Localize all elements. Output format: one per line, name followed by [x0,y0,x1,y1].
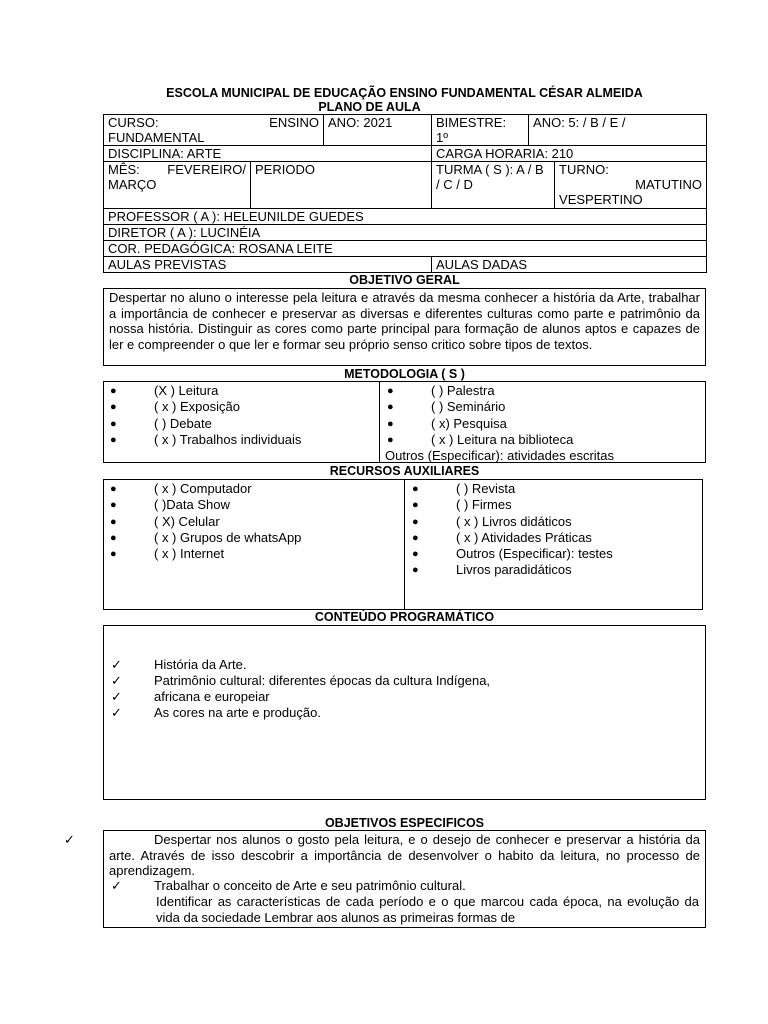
list-item [104,673,694,689]
list-item [381,399,701,415]
metodologia-left-item: (X ) Leitura [154,383,219,398]
info-table [103,114,707,273]
objetivo-geral-box [103,288,706,366]
curso-value-2: FUNDAMENTAL [108,130,205,145]
curso-value: ENSINO [269,115,320,130]
metodologia-right-item: ( x) Pesquisa [431,415,507,431]
bullet-icon: ● [110,531,117,544]
list-item [104,705,694,721]
list-item [104,497,399,513]
bullet-icon: ● [412,531,419,544]
disciplina-value: DISCIPLINA: ARTE [108,146,222,161]
recursos-left-item: ( x ) Computador [154,481,252,496]
especificos-text-1: Despertar nos alunos o gosto pela leitura, e o desejo de conhecer e preservar a história da arte. Através de isso descobrir a importância de desenvolver o habito da leitura, no processo de aprendizagem. [109,832,700,878]
list-item [406,546,701,562]
bimestre-cell [432,115,529,146]
checkmark-icon: ✓ [111,705,122,720]
mes-label: MÊS: [108,162,140,177]
document-title: PLANO DE AULA [318,100,421,114]
objetivo-geral-text: Despertar no aluno o interesse pela leitura e através da mesma conhecer a história da Arte, trabalhar a importância de conhecer e preservar as diversas e diferentes culturas como parte e patrimônio da nossa história. Distinguir as cores como parte principal para formação de alunos aptos e capazes de ler e compreender o que ler e formar seu próprio senso critico sobre tipos de textos. [109,290,700,352]
metodologia-left-item: ( ) Debate [154,415,212,431]
professor-cell [104,209,707,225]
turno-value-1: MATUTINO [635,177,703,192]
bullet-icon: ● [110,483,117,495]
list-item [104,530,399,546]
recursos-left-item: ( x ) Internet [154,546,225,562]
list-item [104,383,374,399]
conteudo-title: CONTEÚDO PROGRAMÁTICO [314,610,495,624]
conteudo-item: africana e europeiar [154,689,270,704]
list-item [406,530,701,546]
bullet-icon: ● [110,433,117,446]
conteudo-box [103,625,706,800]
ano-turma-cell [529,115,707,146]
recursos-title: RECURSOS AUXILIARES [329,464,480,478]
checkmark-icon: ✓ [111,689,122,704]
list-item [104,432,374,448]
bimestre-label: BIMESTRE: [436,115,507,130]
list-item [104,416,374,432]
professor-value: PROFESSOR ( A ): HELEUNILDE GUEDES [108,209,364,224]
list-item [381,432,701,448]
bullet-icon: ● [110,499,117,512]
especificos-paragraph-1 [64,832,700,879]
metodologia-box [103,381,706,463]
recursos-box [103,479,703,610]
bullet-icon: ● [412,564,419,577]
checkmark-icon: ✓ [64,832,75,847]
list-item [381,383,701,399]
recursos-right-list [406,481,701,579]
recursos-left-list [104,481,399,562]
diretor-value: DIRETOR ( A ): LUCINÉIA [108,225,261,240]
recursos-divider [404,480,405,609]
especificos-text-2: Trabalhar o conceito de Arte e seu patrimônio cultural. [154,878,466,893]
bullet-icon: ● [110,515,117,528]
list-item [104,514,399,530]
bullet-icon: ● [387,417,394,430]
list-item [104,546,399,562]
bullet-icon: ● [387,401,394,414]
metodologia-left-item: ( x ) Trabalhos individuais [154,431,302,447]
checkmark-icon: ✓ [111,657,122,672]
list-item [406,514,701,530]
recursos-left-item: ( x ) Grupos de whatsApp [154,529,302,545]
bullet-icon: ● [412,499,419,512]
metodologia-right-item: ( ) Seminário [431,399,506,415]
metodologia-outros: Outros (Especificar): atividades escritas [385,448,615,463]
list-item [104,481,399,497]
bullet-icon: ● [387,433,394,446]
list-item [381,416,701,432]
recursos-left-item: ( X) Celular [154,513,220,529]
bullet-icon: ● [387,385,394,397]
bimestre-value: 1º [436,130,448,145]
list-item [104,657,694,673]
bullet-icon: ● [412,483,419,495]
turno-cell [555,162,707,209]
bullet-icon: ● [110,401,117,414]
recursos-right-item: ( x ) Livros didáticos [456,513,572,529]
mes-value: FEVEREIRO/ [167,162,246,177]
metodologia-right-list [381,383,701,448]
metodologia-divider [379,382,380,462]
metodologia-left-item: ( x ) Exposição [154,399,240,415]
turno-value-2: VESPERTINO [559,192,643,207]
metodologia-right-item: ( x ) Leitura na biblioteca [431,431,574,447]
coordenadora-value: COR. PEDAGÓGICA: ROSANA LEITE [108,241,333,256]
list-item [406,481,701,497]
carga-value: CARGA HORARIA: 210 [436,146,574,161]
bullet-icon: ● [110,417,117,430]
turma-value: TURMA ( S ): A / B / C / D [436,162,544,192]
list-item [406,497,701,513]
ano-turma-value: ANO: 5: / B / E / [533,115,626,130]
checkmark-icon: ✓ [111,673,122,688]
bullet-icon: ● [110,385,117,397]
objetivos-especificos-title: OBJETIVOS ESPECIFICOS [324,816,485,830]
carga-cell [432,146,707,162]
aulas-dadas-cell [432,257,707,273]
bullet-icon: ● [412,548,419,561]
objetivo-geral-title: OBJETIVO GERAL [349,273,460,287]
list-item [104,399,374,415]
conteudo-item: Patrimônio cultural: diferentes épocas da cultura Indígena, [154,673,491,688]
school-name: ESCOLA MUNICIPAL DE EDUCAÇÃO ENSINO FUNDAMENTAL CÉSAR ALMEIDA [166,86,643,100]
disciplina-cell [104,146,432,162]
list-item [104,689,694,705]
periodo-label: PERIODO [255,162,315,177]
bullet-icon: ● [412,515,419,528]
aulas-previstas-cell [104,257,432,273]
conteudo-item: As cores na arte e produção. [154,705,321,720]
aulas-previstas-label: AULAS PREVISTAS [108,257,227,272]
turma-cell [432,162,555,209]
metodologia-right-item: ( ) Palestra [431,383,495,398]
recursos-right-item: Outros (Especificar): testes [456,546,613,562]
aulas-dadas-label: AULAS DADAS [436,257,528,272]
turno-label: TURNO: [559,162,609,177]
recursos-left-item: ( )Data Show [154,497,230,513]
conteudo-item: História da Arte. [154,657,247,672]
checkmark-icon: ✓ [111,878,122,893]
mes-value-2: MARÇO [108,177,157,192]
diretor-cell [104,225,707,241]
list-item [406,562,701,578]
metodologia-left-list [104,383,374,448]
recursos-right-item: ( x ) Atividades Práticas [456,529,592,545]
mes-cell [104,162,251,209]
metodologia-title: METODOLOGIA ( S ) [344,367,465,381]
curso-cell [104,115,324,146]
especificos-text-3: Identificar as características de cada período e o que marcou cada época, na evolução da vida da sociedade Lembrar aos alunos as primeiras formas de [156,894,699,925]
ano-value: ANO: 2021 [328,115,393,130]
especificos-paragraph-2 [104,878,700,894]
ano-cell [324,115,432,146]
curso-label: CURSO: [108,115,159,130]
recursos-right-item: ( ) Revista [456,481,516,496]
periodo-cell [251,162,432,209]
recursos-right-item: Livros paradidáticos [456,562,572,578]
coordenadora-cell [104,241,707,257]
objetivos-especificos-box [64,830,706,928]
bullet-icon: ● [110,548,117,561]
recursos-right-item: ( ) Firmes [456,497,512,513]
